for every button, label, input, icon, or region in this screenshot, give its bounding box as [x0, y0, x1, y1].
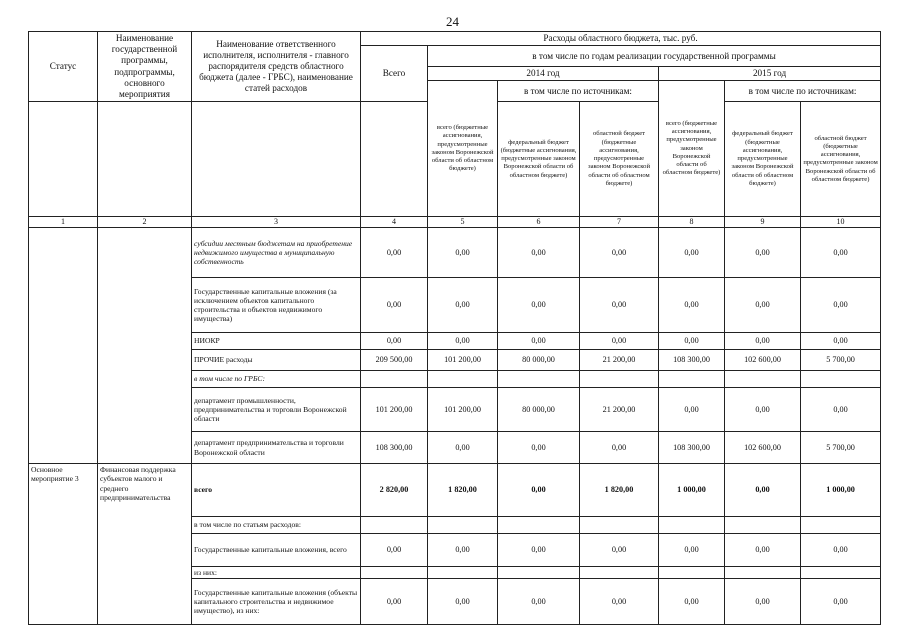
- value-cell: 0,00: [659, 534, 725, 567]
- empty-cell: [659, 371, 725, 388]
- empty-cell: [725, 567, 801, 579]
- value-cell: 0,00: [580, 333, 659, 350]
- empty-cell: [659, 567, 725, 579]
- header-status-cont: [29, 102, 98, 217]
- value-cell: 0,00: [801, 534, 881, 567]
- value-cell: 1 000,00: [659, 464, 725, 517]
- value-cell: 0,00: [498, 432, 580, 464]
- value-cell: 0,00: [580, 534, 659, 567]
- value-cell: 0,00: [428, 333, 498, 350]
- value-cell: 0,00: [361, 534, 428, 567]
- value-cell: 0,00: [725, 464, 801, 517]
- value-cell: 0,00: [428, 534, 498, 567]
- col-number: 4: [361, 217, 428, 228]
- header-program-name: Наименование государственной программы, подпрограммы, основного мероприятия: [98, 32, 192, 102]
- empty-cell: [498, 371, 580, 388]
- header-total-cont: [361, 102, 428, 217]
- status-cell: Основное мероприятие 3: [29, 464, 98, 625]
- col-number: 3: [192, 217, 361, 228]
- value-cell: 0,00: [659, 388, 725, 432]
- empty-cell: [428, 517, 498, 534]
- value-cell: 0,00: [428, 228, 498, 278]
- value-cell: 0,00: [801, 333, 881, 350]
- value-cell: 0,00: [725, 228, 801, 278]
- col-number: 6: [498, 217, 580, 228]
- row-label: департамент промышленности, предпринимательства и торговли Воронежской области: [192, 388, 361, 432]
- value-cell: 0,00: [361, 278, 428, 333]
- status-cell-empty: [29, 228, 98, 464]
- empty-cell: [659, 517, 725, 534]
- col-number: 10: [801, 217, 881, 228]
- value-cell: 0,00: [498, 579, 580, 625]
- header-total-2015: всего (бюджетные ассигнования, предусмотренные законом Воронежской области об областном бюджете): [659, 81, 725, 217]
- value-cell: 1 820,00: [428, 464, 498, 517]
- col-number: 7: [580, 217, 659, 228]
- value-cell: 0,00: [725, 333, 801, 350]
- col-number: 8: [659, 217, 725, 228]
- value-cell: 0,00: [725, 579, 801, 625]
- value-cell: 102 600,00: [725, 350, 801, 371]
- program-cell-empty: [98, 228, 192, 464]
- header-regional-2015: областной бюджет (бюджетные ассигнования, предусмотренные законом Воронежской области об областном бюджете): [801, 102, 881, 217]
- budget-table: [28, 31, 881, 625]
- header-status: Статус: [29, 32, 98, 102]
- value-cell: 0,00: [801, 278, 881, 333]
- value-cell: 0,00: [428, 579, 498, 625]
- empty-cell: [428, 567, 498, 579]
- value-cell: 101 200,00: [428, 350, 498, 371]
- value-cell: 80 000,00: [498, 350, 580, 371]
- value-cell: 0,00: [580, 432, 659, 464]
- row-label: в том числе по ГРБС:: [192, 371, 361, 388]
- value-cell: 0,00: [361, 228, 428, 278]
- value-cell: 0,00: [361, 579, 428, 625]
- empty-cell: [498, 517, 580, 534]
- header-by-years: в том числе по годам реализации государственной программы: [428, 46, 881, 67]
- value-cell: 5 700,00: [801, 350, 881, 371]
- row-label: НИОКР: [192, 333, 361, 350]
- col-number: 1: [29, 217, 98, 228]
- value-cell: 1 000,00: [801, 464, 881, 517]
- value-cell: 0,00: [659, 579, 725, 625]
- value-cell: 0,00: [725, 388, 801, 432]
- empty-cell: [725, 371, 801, 388]
- value-cell: 0,00: [659, 228, 725, 278]
- empty-cell: [428, 371, 498, 388]
- col-number: 5: [428, 217, 498, 228]
- header-executor: Наименование ответственного исполнителя, исполнителя - главного распорядителя средств областного бюджета (далее - ГРБС), наименование статей расходов: [192, 32, 361, 102]
- header-year-2015: 2015 год: [659, 67, 881, 81]
- header-federal-2015: федеральный бюджет (бюджетные ассигнования, предусмотренные законом Воронежской области об областном бюджете): [725, 102, 801, 217]
- value-cell: 0,00: [580, 579, 659, 625]
- row-label: ПРОЧИЕ расходы: [192, 350, 361, 371]
- value-cell: 0,00: [801, 228, 881, 278]
- value-cell: 0,00: [428, 432, 498, 464]
- value-cell: 209 500,00: [361, 350, 428, 371]
- row-label: субсидии местным бюджетам на приобретение недвижимого имущества в муниципальную собственность: [192, 228, 361, 278]
- value-cell: 0,00: [659, 278, 725, 333]
- empty-cell: [361, 371, 428, 388]
- header-federal-2014: федеральный бюджет (бюджетные ассигнования, предусмотренные законом Воронежской области об областном бюджете): [498, 102, 580, 217]
- table-row: [29, 228, 881, 278]
- row-label: всего: [192, 464, 361, 517]
- column-numbers-row: [29, 217, 881, 228]
- value-cell: 102 600,00: [725, 432, 801, 464]
- row-label: Государственные капитальные вложения (объекты капитального строительства и недвижимое имущество), из них:: [192, 579, 361, 625]
- value-cell: 0,00: [498, 333, 580, 350]
- value-cell: 0,00: [801, 388, 881, 432]
- header-sources-2015: в том числе по источникам:: [725, 81, 881, 102]
- value-cell: 108 300,00: [659, 350, 725, 371]
- value-cell: 0,00: [580, 228, 659, 278]
- page-number: 24: [446, 14, 459, 29]
- row-label: из них:: [192, 567, 361, 579]
- header-expenses-title: Расходы областного бюджета, тыс. руб.: [361, 32, 881, 46]
- empty-cell: [498, 567, 580, 579]
- value-cell: 5 700,00: [801, 432, 881, 464]
- value-cell: 0,00: [659, 333, 725, 350]
- value-cell: 80 000,00: [498, 388, 580, 432]
- header-executor-cont: [192, 102, 361, 217]
- header-total-2014: всего (бюджетные ассигнования, предусмотренные законом Воронежской области об областном бюджете): [428, 81, 498, 217]
- empty-cell: [361, 567, 428, 579]
- empty-cell: [580, 517, 659, 534]
- value-cell: 101 200,00: [361, 388, 428, 432]
- value-cell: 0,00: [725, 278, 801, 333]
- value-cell: 1 820,00: [580, 464, 659, 517]
- value-cell: 108 300,00: [659, 432, 725, 464]
- row-label: в том числе по статьям расходов:: [192, 517, 361, 534]
- value-cell: 0,00: [498, 228, 580, 278]
- value-cell: 101 200,00: [428, 388, 498, 432]
- program-cell: Финансовая поддержка субъектов малого и среднего предпринимательства: [98, 464, 192, 625]
- value-cell: 21 200,00: [580, 350, 659, 371]
- header-total: Всего: [361, 46, 428, 102]
- row-label: Государственные капитальные вложения (за исключением объектов капитального строительства и объектов недвижимого имущества): [192, 278, 361, 333]
- value-cell: 0,00: [725, 534, 801, 567]
- empty-cell: [361, 517, 428, 534]
- header-year-2014: 2014 год: [428, 67, 659, 81]
- header-sources-2014: в том числе по источникам:: [498, 81, 659, 102]
- empty-cell: [580, 371, 659, 388]
- col-number: 2: [98, 217, 192, 228]
- empty-cell: [801, 567, 881, 579]
- row-label: Государственные капитальные вложения, всего: [192, 534, 361, 567]
- value-cell: 0,00: [498, 278, 580, 333]
- value-cell: 0,00: [498, 464, 580, 517]
- value-cell: 108 300,00: [361, 432, 428, 464]
- value-cell: 21 200,00: [580, 388, 659, 432]
- value-cell: 0,00: [801, 579, 881, 625]
- value-cell: 0,00: [498, 534, 580, 567]
- empty-cell: [801, 371, 881, 388]
- value-cell: 0,00: [580, 278, 659, 333]
- empty-cell: [580, 567, 659, 579]
- value-cell: 0,00: [428, 278, 498, 333]
- empty-cell: [801, 517, 881, 534]
- value-cell: 2 820,00: [361, 464, 428, 517]
- table-row: [29, 464, 881, 517]
- header-regional-2014: областной бюджет (бюджетные ассигнования, предусмотренные законом Воронежской области об областном бюджете): [580, 102, 659, 217]
- header-program-cont: [98, 102, 192, 217]
- value-cell: 0,00: [361, 333, 428, 350]
- row-label: департамент предпринимательства и торговли Воронежской области: [192, 432, 361, 464]
- col-number: 9: [725, 217, 801, 228]
- empty-cell: [725, 517, 801, 534]
